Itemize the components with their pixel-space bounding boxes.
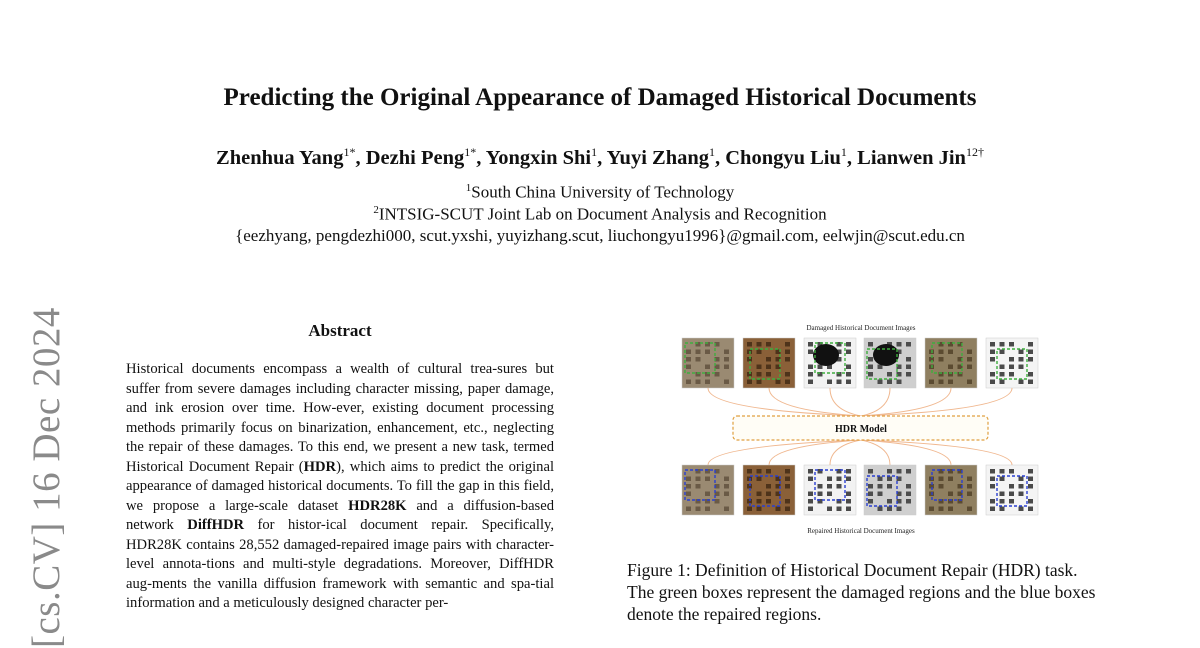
connector-line — [708, 440, 861, 465]
character-glyph — [1009, 469, 1014, 474]
character-glyph — [878, 492, 883, 497]
character-glyph — [1019, 484, 1024, 489]
character-glyph — [1009, 365, 1014, 370]
character-glyph — [757, 492, 762, 497]
character-glyph — [878, 477, 883, 482]
abstract-bold-term: HDR28K — [348, 497, 407, 514]
author-name: Yongxin Shi — [485, 146, 592, 169]
character-glyph — [1028, 357, 1033, 362]
character-glyph — [906, 469, 911, 474]
connector-line — [861, 440, 1012, 465]
character-glyph — [1009, 484, 1014, 489]
affiliation-1-text: South China University of Technology — [471, 182, 735, 202]
affiliation-1 — [0, 182, 1200, 203]
connector-line — [861, 440, 890, 465]
character-glyph — [1028, 477, 1033, 482]
character-glyph — [846, 469, 851, 474]
character-glyph — [1028, 507, 1033, 512]
character-glyph — [808, 350, 813, 355]
character-glyph — [1000, 342, 1005, 347]
ink-damage-blot — [873, 344, 899, 366]
character-glyph — [696, 507, 701, 512]
abstract-text: for histor-ical document repair. Specifically, HDR28K contains 28,552 damaged-repaired image pairs with character-level annota-tions and multi-style degradations. Moreover, DiffHDR aug-ments the vanilla diffusion framework with semantic and spa-tial information and a meticulously designed character per- — [126, 517, 554, 611]
character-glyph — [757, 380, 762, 385]
character-glyph — [897, 469, 902, 474]
damaged-images-row — [682, 338, 1038, 388]
character-glyph — [747, 380, 752, 385]
character-glyph — [766, 492, 771, 497]
author-affiliation-mark: 1 — [591, 145, 598, 159]
character-glyph — [1028, 499, 1033, 504]
character-glyph — [1000, 365, 1005, 370]
character-glyph — [939, 477, 944, 482]
abstract-bold-term: DiffHDR — [187, 517, 245, 533]
character-glyph — [1009, 357, 1014, 362]
repaired-document-image — [986, 465, 1038, 515]
character-glyph — [1000, 477, 1005, 482]
character-glyph — [1000, 380, 1005, 385]
character-glyph — [705, 477, 710, 482]
character-glyph — [990, 380, 995, 385]
character-glyph — [846, 350, 851, 355]
character-glyph — [705, 380, 710, 385]
character-glyph — [785, 342, 790, 347]
character-glyph — [967, 350, 972, 355]
character-glyph — [808, 342, 813, 347]
character-glyph — [846, 477, 851, 482]
character-glyph — [686, 507, 691, 512]
character-glyph — [785, 507, 790, 512]
character-glyph — [967, 484, 972, 489]
character-glyph — [724, 484, 729, 489]
character-glyph — [929, 507, 934, 512]
figure-caption: Figure 1: Definition of Historical Document Repair (HDR) task. The green boxes represent the damaged regions and the blue boxes denote the repaired regions. — [627, 560, 1096, 624]
character-glyph — [808, 492, 813, 497]
character-glyph — [686, 492, 691, 497]
character-glyph — [827, 507, 832, 512]
figure-bottom-label: Repaired Historical Document Images — [807, 527, 915, 535]
character-glyph — [785, 477, 790, 482]
character-glyph — [887, 477, 892, 482]
character-glyph — [906, 372, 911, 377]
character-glyph — [939, 380, 944, 385]
character-glyph — [846, 499, 851, 504]
character-glyph — [1028, 350, 1033, 355]
character-glyph — [906, 499, 911, 504]
character-glyph — [705, 350, 710, 355]
character-glyph — [766, 357, 771, 362]
character-glyph — [887, 380, 892, 385]
character-glyph — [868, 469, 873, 474]
abstract-body — [126, 360, 554, 614]
character-glyph — [705, 365, 710, 370]
author-name: Yuyi Zhang — [606, 146, 709, 169]
character-glyph — [878, 380, 883, 385]
character-glyph — [724, 365, 729, 370]
character-glyph — [1028, 469, 1033, 474]
damaged-document-image — [986, 338, 1038, 388]
damaged-document-image — [804, 338, 856, 388]
author-name: Lianwen Jin — [857, 146, 966, 169]
character-glyph — [686, 380, 691, 385]
ink-damage-blot — [813, 344, 839, 366]
character-glyph — [766, 365, 771, 370]
character-glyph — [724, 507, 729, 512]
character-glyph — [785, 484, 790, 489]
character-glyph — [906, 357, 911, 362]
author-affiliation-mark: 1 — [709, 145, 715, 159]
character-glyph — [724, 492, 729, 497]
character-glyph — [837, 380, 842, 385]
abstract-text: Historical documents encompass a wealth of cultural trea-sures but suffer from severe damages including character missing, paper damage, and ink erosion over time. How-ever, existing document processing methods primarily focus on binarization, enhancement, etc., neglecting the repair of these damages. To this end, we present a new task, termed Historical Document Repair ( — [126, 361, 554, 475]
damaged-document-image — [682, 338, 734, 388]
character-glyph — [1028, 372, 1033, 377]
character-glyph — [785, 380, 790, 385]
repaired-images-row — [682, 465, 1038, 515]
repaired-document-image — [804, 465, 856, 515]
character-glyph — [990, 342, 995, 347]
character-glyph — [1009, 499, 1014, 504]
author-affiliation-mark: 1 — [840, 145, 847, 159]
character-glyph — [1009, 492, 1014, 497]
character-glyph — [724, 357, 729, 362]
repaired-document-image — [682, 465, 734, 515]
character-glyph — [776, 507, 781, 512]
character-glyph — [1028, 380, 1033, 385]
author-name: Zhenhua Yang — [216, 146, 344, 169]
character-glyph — [887, 469, 892, 474]
character-glyph — [686, 350, 691, 355]
character-glyph — [878, 507, 883, 512]
character-glyph — [827, 492, 832, 497]
character-glyph — [868, 357, 873, 362]
character-glyph — [785, 357, 790, 362]
character-glyph — [967, 492, 972, 497]
character-glyph — [757, 477, 762, 482]
damaged-document-image — [864, 338, 916, 388]
character-glyph — [1019, 507, 1024, 512]
character-glyph — [696, 357, 701, 362]
character-glyph — [897, 342, 902, 347]
author-affiliation-mark: 12† — [965, 145, 984, 159]
paper-title: Predicting the Original Appearance of Damaged Historical Documents — [223, 84, 977, 111]
repaired-document-image — [925, 465, 977, 515]
character-glyph — [747, 469, 752, 474]
character-glyph — [757, 350, 762, 355]
character-glyph — [837, 484, 842, 489]
character-glyph — [686, 365, 691, 370]
character-glyph — [696, 350, 701, 355]
character-glyph — [715, 372, 720, 377]
character-glyph — [967, 507, 972, 512]
repaired-document-image — [743, 465, 795, 515]
character-glyph — [906, 365, 911, 370]
character-glyph — [818, 484, 823, 489]
character-glyph — [686, 357, 691, 362]
character-glyph — [868, 492, 873, 497]
character-glyph — [724, 350, 729, 355]
character-glyph — [1019, 380, 1024, 385]
character-glyph — [818, 492, 823, 497]
character-glyph — [948, 350, 953, 355]
character-glyph — [846, 492, 851, 497]
character-glyph — [846, 507, 851, 512]
author-name: Dezhi Peng — [365, 146, 465, 169]
character-glyph — [887, 372, 892, 377]
character-glyph — [948, 365, 953, 370]
abstract-text: ), which aims to predict the original appearance of damaged historical documents. To fill the gap in this field, we propose a large-scale dataset — [126, 458, 555, 514]
character-glyph — [1019, 492, 1024, 497]
character-glyph — [1019, 357, 1024, 362]
character-glyph — [757, 499, 762, 504]
character-glyph — [846, 342, 851, 347]
character-glyph — [705, 507, 710, 512]
character-glyph — [757, 507, 762, 512]
character-glyph — [1009, 372, 1014, 377]
character-glyph — [827, 477, 832, 482]
character-glyph — [776, 380, 781, 385]
character-glyph — [846, 365, 851, 370]
character-glyph — [1000, 372, 1005, 377]
character-glyph — [808, 469, 813, 474]
affiliation-2-text: INTSIG-SCUT Joint Lab on Document Analysis and Recognition — [378, 204, 827, 224]
character-glyph — [808, 499, 813, 504]
character-glyph — [724, 380, 729, 385]
character-glyph — [696, 380, 701, 385]
character-glyph — [906, 484, 911, 489]
character-glyph — [766, 342, 771, 347]
character-glyph — [808, 477, 813, 482]
character-glyph — [868, 365, 873, 370]
character-glyph — [939, 484, 944, 489]
abstract-text: and a diffusion-based network — [126, 497, 555, 533]
character-glyph — [906, 342, 911, 347]
character-glyph — [948, 507, 953, 512]
character-glyph — [990, 484, 995, 489]
character-glyph — [785, 350, 790, 355]
character-glyph — [1019, 365, 1024, 370]
connector-line — [861, 388, 1012, 416]
character-glyph — [827, 484, 832, 489]
character-glyph — [846, 372, 851, 377]
affiliation-1-mark: 1 — [465, 182, 472, 194]
character-glyph — [808, 372, 813, 377]
character-glyph — [808, 380, 813, 385]
character-glyph — [967, 365, 972, 370]
character-glyph — [939, 357, 944, 362]
character-glyph — [948, 492, 953, 497]
character-glyph — [990, 507, 995, 512]
character-glyph — [990, 357, 995, 362]
character-glyph — [686, 484, 691, 489]
character-glyph — [967, 477, 972, 482]
figure-1-diagram — [676, 320, 1046, 540]
character-glyph — [766, 499, 771, 504]
character-glyph — [967, 380, 972, 385]
author-affiliation-mark: 1* — [464, 145, 477, 159]
character-glyph — [948, 477, 953, 482]
character-glyph — [837, 507, 842, 512]
character-glyph — [1000, 469, 1005, 474]
character-glyph — [1009, 342, 1014, 347]
character-glyph — [929, 380, 934, 385]
character-glyph — [878, 484, 883, 489]
character-glyph — [1019, 477, 1024, 482]
character-glyph — [705, 492, 710, 497]
connector-line — [830, 440, 861, 465]
figure-1 — [676, 320, 1046, 540]
character-glyph — [887, 507, 892, 512]
character-glyph — [897, 380, 902, 385]
character-glyph — [948, 380, 953, 385]
author-name: Chongyu Liu — [725, 146, 841, 169]
character-glyph — [715, 499, 720, 504]
character-glyph — [868, 484, 873, 489]
character-glyph — [757, 469, 762, 474]
character-glyph — [990, 469, 995, 474]
author-emails: {eezhyang, pengdezhi000, scut.yxshi, yuyizhang.scut, liuchongyu1996}@gmail.com, eelwjin@scut.edu.cn — [235, 226, 965, 245]
character-glyph — [939, 507, 944, 512]
character-glyph — [1000, 350, 1005, 355]
author-list: Zhenhua Yang$^{1*}$, Dezhi Peng$^{1*}$, Yongxin Shi$^1$, Yuyi Zhang$^1$, Chongyu Liu$^1$, Lianwen Jin$^{12\dagger}$ — [216, 145, 984, 169]
connector-line — [708, 388, 861, 416]
character-glyph — [868, 372, 873, 377]
hdr-model-label: HDR Model — [835, 424, 887, 435]
character-glyph — [766, 372, 771, 377]
character-glyph — [827, 380, 832, 385]
character-glyph — [785, 372, 790, 377]
character-glyph — [967, 357, 972, 362]
character-glyph — [990, 350, 995, 355]
repaired-document-image — [864, 465, 916, 515]
character-glyph — [897, 507, 902, 512]
character-glyph — [1000, 499, 1005, 504]
character-glyph — [868, 342, 873, 347]
character-glyph — [837, 477, 842, 482]
character-glyph — [724, 477, 729, 482]
character-glyph — [1028, 342, 1033, 347]
affiliation-2 — [0, 204, 1200, 225]
character-glyph — [887, 499, 892, 504]
character-glyph — [785, 469, 790, 474]
character-glyph — [846, 380, 851, 385]
character-glyph — [990, 477, 995, 482]
character-glyph — [757, 342, 762, 347]
connector-line — [830, 388, 861, 416]
character-glyph — [1019, 350, 1024, 355]
character-glyph — [990, 372, 995, 377]
author-affiliation-mark: 1* — [343, 145, 356, 159]
character-glyph — [696, 477, 701, 482]
character-glyph — [887, 484, 892, 489]
character-glyph — [1028, 484, 1033, 489]
character-glyph — [766, 484, 771, 489]
character-glyph — [757, 365, 762, 370]
character-glyph — [686, 477, 691, 482]
character-glyph — [808, 365, 813, 370]
character-glyph — [785, 499, 790, 504]
character-glyph — [747, 342, 752, 347]
connector-line — [861, 388, 890, 416]
character-glyph — [939, 350, 944, 355]
arxiv-stamp — [18, 300, 72, 648]
character-glyph — [747, 507, 752, 512]
character-glyph — [906, 492, 911, 497]
abstract-bold-term: HDR — [303, 458, 337, 475]
arxiv-stamp-text: [cs.CV] 16 Dec 2024 — [25, 307, 68, 648]
damaged-document-image — [925, 338, 977, 388]
character-glyph — [1000, 492, 1005, 497]
character-glyph — [757, 372, 762, 377]
character-glyph — [696, 484, 701, 489]
character-glyph — [766, 469, 771, 474]
damaged-document-image — [743, 338, 795, 388]
character-glyph — [990, 499, 995, 504]
character-glyph — [1000, 507, 1005, 512]
affiliation-2-mark: 2 — [373, 204, 379, 216]
character-glyph — [868, 499, 873, 504]
abstract-heading: Abstract — [308, 321, 372, 340]
character-glyph — [808, 507, 813, 512]
figure-top-label: Damaged Historical Document Images — [806, 324, 916, 332]
